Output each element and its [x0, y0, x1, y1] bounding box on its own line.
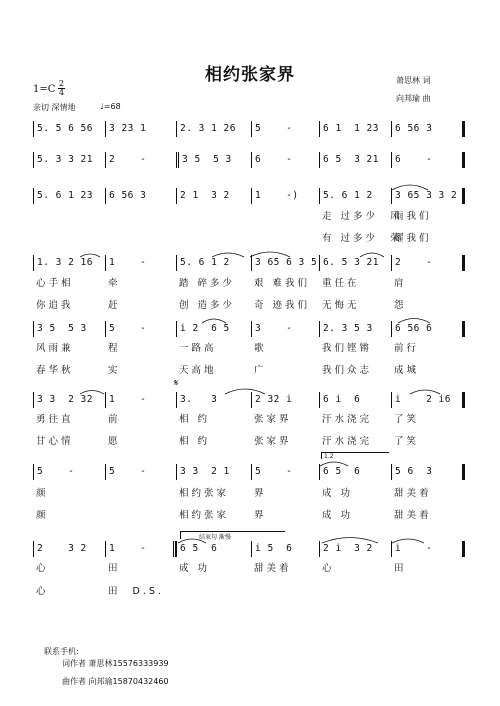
lyric-segment: 甘心情 [36, 436, 74, 447]
score-row [33, 321, 465, 337]
lyric-segment [251, 209, 319, 224]
lyric-segment: 前行 [394, 343, 420, 354]
lyric-segment: 牵 [108, 278, 121, 289]
time-signature-bottom: 4 [58, 88, 65, 97]
score-row [33, 464, 465, 480]
lyric-row [33, 276, 465, 291]
measure: 2. 3 5 3 [319, 321, 391, 337]
lyric-segment [105, 209, 176, 224]
lyric-segment: 勇往直 [36, 414, 74, 425]
lyric-segment: 广 [254, 365, 267, 376]
lyric-segment: 甜美着 [254, 563, 292, 574]
time-signature [58, 80, 65, 97]
lyric-segment: 天高地 [179, 365, 217, 376]
score-row [33, 121, 465, 137]
measure: 5 - [251, 464, 319, 480]
measure: 5 6 3 [391, 464, 465, 480]
measure: 6 56 3 [391, 121, 465, 137]
lyric-segment: 愿 [108, 436, 121, 447]
measure: 6 i 6 [319, 392, 391, 408]
measure: 3 3 2 1 [176, 464, 251, 480]
measure: 3 23 1 [105, 121, 176, 137]
lyric-segment: 心 [36, 586, 49, 597]
measure: 6. 5 3 21 [319, 255, 391, 271]
measure: i 2 6 5 [176, 321, 251, 337]
lyric-segment: 春华秋 [36, 365, 74, 376]
measure: 3 5 5 3 [33, 321, 105, 337]
lyric-segment [105, 508, 176, 523]
lyric-segment: 颜 [36, 510, 49, 521]
lyric-row [33, 298, 465, 313]
lyric-segment [176, 231, 251, 246]
lyric-row [33, 341, 465, 356]
lyric-segment: 成 功 [322, 488, 354, 499]
lyric-segment: 田 [394, 563, 407, 574]
lyric-segment: 你追我 [36, 300, 74, 311]
lyric-segment: 张家界 [254, 436, 292, 447]
lyric-segment: 界 [254, 488, 267, 499]
lyric-segment: 成 功 [179, 563, 211, 574]
measure: 2 1 3 2 [176, 188, 251, 204]
repeat-start-measure: 3 5 5 3 [176, 152, 251, 168]
measure: 3 - [251, 321, 319, 337]
measure: 3 65 3 3 2 [391, 188, 465, 204]
measure: 1. 3 2 16 [33, 255, 105, 271]
lyric-segment: 重任在 [322, 278, 360, 289]
lyric-segment: 实 [108, 365, 121, 376]
measure: 2 - [105, 152, 176, 168]
lyric-segment: 赶 [108, 300, 121, 311]
lyric-segment: 有 过多少 荣 [322, 233, 403, 244]
lyric-segment: 相约张家 [179, 510, 230, 521]
measure: 3 65 6 3 5 [251, 255, 319, 271]
lyric-segment [33, 231, 105, 246]
measure: i 2 i6 [391, 392, 465, 408]
lyric-segment: 心 [36, 563, 49, 574]
measure: 5 - [105, 464, 176, 480]
lyric-segment: 歌 [254, 343, 267, 354]
measure: 5. 5 6 56 [33, 121, 105, 137]
lyric-row [33, 561, 465, 576]
measure: 2 - [391, 255, 465, 271]
lyric-row [33, 434, 465, 449]
time-signature-top: 2 [58, 79, 65, 88]
lyric-segment: 田 [108, 563, 121, 574]
volta-bracket: 1.2 [321, 452, 389, 459]
lyric-segment [176, 584, 251, 599]
measure: 5. 6 1 2 [176, 255, 251, 271]
measure: 6 1 1 23 [319, 121, 391, 137]
lyric-segment: 心 [322, 563, 335, 574]
lyric-segment: 走 过多少 风 [322, 211, 403, 222]
lyric-row [33, 584, 465, 599]
lyric-segment: 我们众志 [322, 365, 373, 376]
measure: 2 3 2 [33, 541, 105, 557]
lyric-segment: 了笑 [394, 436, 420, 447]
lyric-segment: 相约张家 [179, 488, 230, 499]
lyric-row [33, 231, 465, 246]
segno-icon: 𝄋 [174, 378, 179, 389]
score-row [33, 541, 465, 557]
lyric-segment: 耀我们 [394, 233, 432, 244]
lyric-segment: 相 约 [179, 414, 211, 425]
composer-contact: 曲作者 向邦瑜15870432460 [62, 677, 169, 686]
measure: 5. 6 1 2 [319, 188, 391, 204]
score-row [33, 392, 465, 408]
composer-credit: 向邦瑜 曲 [396, 94, 431, 103]
measure: 6 5 6 [176, 541, 251, 557]
lyric-segment: 颜 [36, 488, 49, 499]
lyric-segment: 怨 [394, 300, 407, 311]
measure: 5. 3 3 21 [33, 152, 105, 168]
lyric-segment: 相 约 [179, 436, 211, 447]
measure: 1 - [105, 255, 176, 271]
lyric-segment: 一路高 [179, 343, 217, 354]
lyric-segment: 创 造多少 [179, 300, 236, 311]
lyric-segment [251, 584, 319, 599]
measure: 5. 6 1 23 [33, 188, 105, 204]
measure: 6 56 6 [391, 321, 465, 337]
lyric-row [33, 363, 465, 378]
measure: 3. 3 [176, 392, 251, 408]
lyric-segment [319, 584, 391, 599]
measure: 2 32 i [251, 392, 319, 408]
lyric-row [33, 486, 465, 501]
lyric-segment [391, 584, 465, 599]
measure: 5 - [33, 464, 105, 480]
measure: 1 - [105, 392, 176, 408]
lyric-segment: 汗水浇完 [322, 414, 373, 425]
measure: 6 56 3 [105, 188, 176, 204]
score-row [33, 188, 465, 204]
lyric-segment [105, 486, 176, 501]
lyric-segment: 雨我们 [394, 211, 432, 222]
measure: 3 3 2 32 [33, 392, 105, 408]
expression-mark: 亲切 深情地 [33, 103, 76, 112]
final-measure: i - [391, 541, 465, 557]
song-title: 相约张家界 [205, 65, 295, 85]
measure: 6 5 3 21 [319, 152, 391, 168]
lyric-segment: 踏 碎多少 [179, 278, 236, 289]
lyric-segment: 风雨兼 [36, 343, 74, 354]
measure: 2 i 3 2 [319, 541, 391, 557]
lyric-segment: 田 D.S. [108, 586, 164, 597]
measure: i 5 6 [251, 541, 319, 557]
lyric-row [33, 412, 465, 427]
lyric-segment: 奇 迹我们 [254, 300, 311, 311]
measure: 5 - [105, 321, 176, 337]
lyric-row [33, 209, 465, 224]
lyric-segment: 张家界 [254, 414, 292, 425]
measure: 6 5 6 [319, 464, 391, 480]
lyric-segment: 我们铿锵 [322, 343, 373, 354]
lyric-segment: 甜美着 [394, 488, 432, 499]
score-row [33, 255, 465, 271]
tempo-mark: ♩=68 [100, 102, 121, 111]
lyric-segment: 界 [254, 510, 267, 521]
measure: 1 -) [251, 188, 319, 204]
lyric-segment: 艰 难我们 [254, 278, 311, 289]
measure: 6 - [391, 152, 465, 168]
lyric-segment: 心手相 [36, 278, 74, 289]
repeat-end-measure: 1 - [105, 541, 176, 557]
lyric-segment: 前 [108, 414, 121, 425]
contact-heading: 联系手机: [44, 647, 79, 656]
lyric-segment: 成 功 [322, 510, 354, 521]
lyric-segment: 甜美着 [394, 510, 432, 521]
lyric-segment: 成城 [394, 365, 420, 376]
measure: 2. 3 1 26 [176, 121, 251, 137]
coda-annotation: 结束句 渐慢 [180, 531, 285, 539]
lyric-segment [176, 209, 251, 224]
score-row [33, 152, 465, 168]
lyric-segment: 肩 [394, 278, 407, 289]
lyric-segment: 程 [108, 343, 121, 354]
lyricist-credit: 萧思林 词 [396, 76, 431, 85]
lyric-segment: 汗水浇完 [322, 436, 373, 447]
lyric-row [33, 508, 465, 523]
lyric-segment [105, 231, 176, 246]
lyric-segment: 无悔无 [322, 300, 360, 311]
lyric-segment [251, 231, 319, 246]
lyricist-contact: 词作者 萧思林15576333939 [62, 659, 169, 668]
key-signature: 1=C [33, 84, 56, 95]
lyric-segment: 了笑 [394, 414, 420, 425]
lyric-segment [33, 209, 105, 224]
measure: 5 - [251, 121, 319, 137]
measure: 6 - [251, 152, 319, 168]
